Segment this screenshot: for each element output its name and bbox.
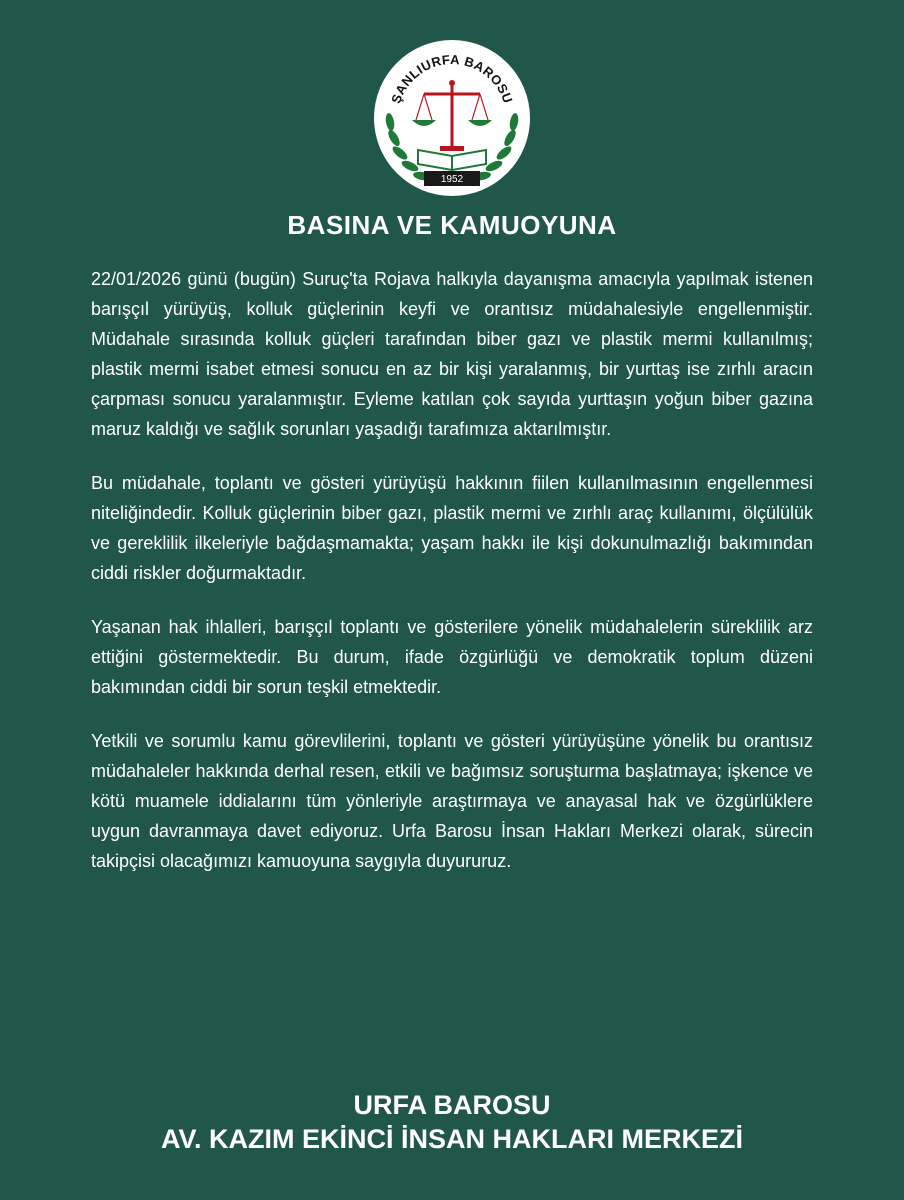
logo-year: 1952 <box>440 174 464 185</box>
paragraph-2: Bu müdahale, toplantı ve gösteri yürüyüşü hakkının fiilen kullanılmasının engellenmesi niteliğindedir. Kolluk güçlerinin biber gazı, plastik mermi ve zırhlı araç kullanımı, ölçülülük ve gereklilik ilkeleriyle bağdaşmamakta; yaşam hakkı ile kişi dokunulmazlığı bakımından ciddi riskler doğurmaktadır. <box>91 473 813 583</box>
page-title: BASINA VE KAMUOYUNA <box>287 210 617 240</box>
logo-emblem <box>372 38 532 198</box>
signature-block <box>0 1088 904 1156</box>
paragraph-1: 22/01/2026 günü (bugün) Suruç'ta Rojava halkıyla dayanışma amacıyla yapılmak istenen barışçıl yürüyüş, kolluk güçlerinin keyfi ve orantısız müdahalesiyle engellenmiştir. Müdahale sırasında kolluk güçleri tarafından biber gazı ve plastik mermi kullanılmış; plastik mermi isabet etmesi sonucu en az bir kişi yaralanmış, bir yurttaş ise zırhlı aracın çarpması sonucu yaralanmıştır. Eyleme katılan çok sayıda yurttaşın yoğun biber gazına maruz kaldığı ve sağlık sorunları yaşadığı tarafımıza aktarılmıştır. <box>91 269 813 439</box>
signature-organization: URFA BAROSU <box>353 1090 551 1120</box>
paragraph-3: Yaşanan hak ihlalleri, barışçıl toplantı ve gösterilere yönelik müdahalelerin süreklilik arz ettiğini göstermektedir. Bu durum, ifade özgürlüğü ve demokratik toplum düzeni bakımından ciddi bir sorun teşkil etmektedir. <box>91 617 813 697</box>
signature-center: AV. KAZIM EKİNCİ İNSAN HAKLARI MERKEZİ <box>160 1124 744 1154</box>
statement-body <box>91 264 813 900</box>
logo-ring-text: ŞANLIURFA BAROSU <box>388 51 516 106</box>
paragraph-4: Yetkili ve sorumlu kamu görevlilerini, toplantı ve gösteri yürüyüşüne yönelik bu orantısız müdahaleler hakkında derhal resen, etkili ve bağımsız soruşturma başlatmaya; işkence ve kötü muamele iddialarını tüm yönleriyle araştırmaya ve anayasal hak ve özgürlüklere uygun davranmaya davet ediyoruz. Urfa Barosu İnsan Hakları Merkezi olarak, sürecin takipçisi olacağımızı kamuoyuna saygıyla duyururuz. <box>91 731 813 871</box>
bar-association-logo <box>372 38 532 198</box>
